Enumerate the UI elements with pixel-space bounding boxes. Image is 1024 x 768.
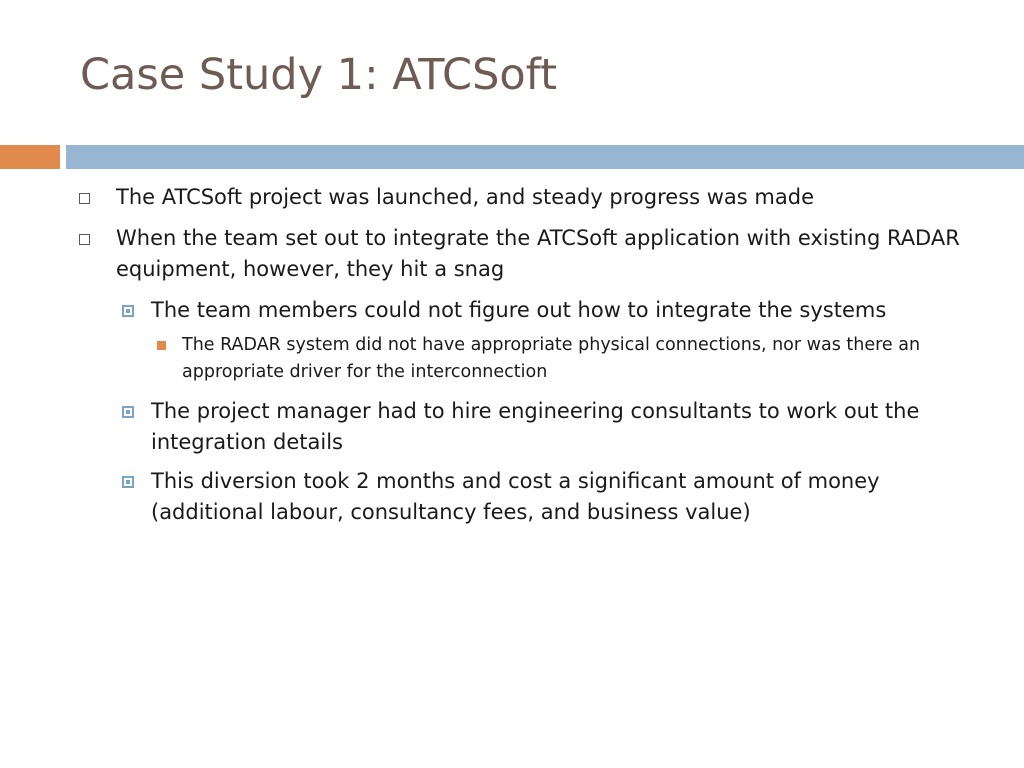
bullet-text: The RADAR system did not have appropriate physical connections, nor was there an appropriate driver for the interconnection <box>182 335 921 382</box>
bullet-item-level-2 <box>0 295 1024 326</box>
slide-title: Case Study 1: ATCSoft <box>80 50 557 100</box>
hollow-square-bullet-icon <box>79 193 90 204</box>
slide-content <box>0 182 1024 536</box>
hollow-square-bullet-icon <box>79 234 90 245</box>
framed-square-bullet-icon <box>122 305 134 317</box>
bullet-item-level-2 <box>0 396 1024 458</box>
bullet-item-level-3 <box>0 332 1024 386</box>
accent-bar-blue <box>66 145 1024 169</box>
bullet-text: When the team set out to integrate the ATCSoft application with existing RADAR equipment, however, they hit a snag <box>116 226 960 281</box>
bullet-text: The ATCSoft project was launched, and steady progress was made <box>116 185 814 209</box>
bullet-item-level-2 <box>0 466 1024 528</box>
bullet-text: This diversion took 2 months and cost a significant amount of money (additional labour, consultancy fees, and business value) <box>151 469 880 524</box>
filled-square-bullet-icon <box>157 341 166 350</box>
framed-square-bullet-icon <box>122 476 134 488</box>
bullet-text: The project manager had to hire engineering consultants to work out the integration details <box>151 399 920 454</box>
framed-square-bullet-icon <box>122 406 134 418</box>
bullet-item-level-1 <box>0 223 1024 285</box>
bullet-item-level-1 <box>0 182 1024 213</box>
bullet-text: The team members could not figure out how to integrate the systems <box>151 298 887 322</box>
accent-bar-orange <box>0 145 60 169</box>
